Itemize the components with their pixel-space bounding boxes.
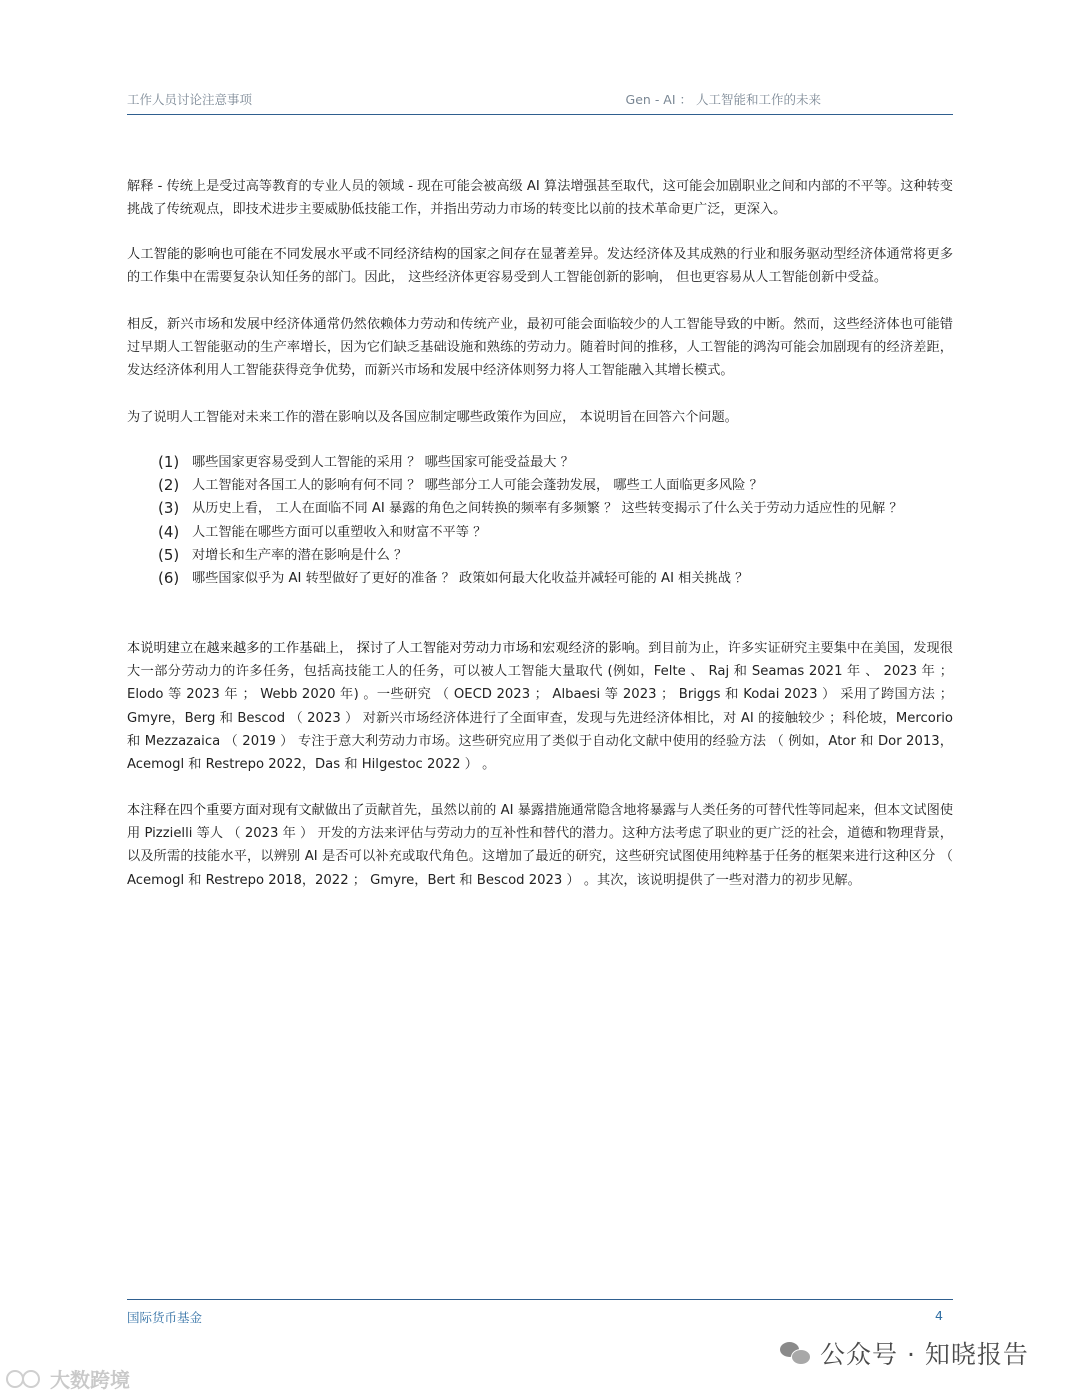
question-number: (5) — [158, 545, 180, 564]
question-text: 哪些国家更容易受到人工智能的采用 ？ 哪些国家可能受益最大 ？ — [192, 455, 574, 470]
corner-watermark — [6, 1364, 130, 1392]
watermark-logo-icon — [6, 1367, 46, 1389]
question-number: (1) — [158, 453, 180, 471]
paragraph-5-rest: 到目前为止，许多实证研究主要集中在美国，发现很大一部分劳动力的许多任务，包括高技能工人的任务，可以被人工智能大量取代 (例如，Felte 、 Raj 和 Seamas 2021 年 、 2023 年 ； Elodo 等 2023 年 ； Webb 2020 年) 。一些研究 （ OECD 2023 ； Albaesi 等 2023 ； Briggs 和 Kodai 2023 ） 采用了跨国方法 ； Gmyre，Berg 和 Bescod （ 2023 ） 对新兴市场经济体进行了全面审查，发现与先进经济体相比，对 AI 的接触较少 ；科伦坡，Mercorio 和 Mezzazaica （ 2019 ） 专注于意大利劳动力市场。这些研究应用了类似于自动化文献中使用的经验方法 （ 例如，Ator 和 Dor 2013，Acemogl 和 Restrepo 2022，Das 和 Hilgestoc 2022 ） 。 — [127, 641, 953, 773]
question-text: 对增长和生产率的潜在影响是什么 ？ — [192, 547, 408, 563]
question-text: 人工智能对各国工人的影响有何不同 ？ 哪些部分工人可能会蓬勃发展， 哪些工人面临更多风险 ？ — [192, 478, 763, 494]
page-number: 4 — [935, 1308, 943, 1323]
header-right-title: Gen - AI ： 人工智能和工作的未来 — [625, 92, 821, 107]
corner-watermark-text: 大数跨境 — [50, 1367, 130, 1392]
list-item — [158, 521, 928, 544]
paragraph-6 — [127, 799, 953, 892]
question-text: 哪些国家似乎为 AI 转型做好了更好的准备 ？ 政策如何最大化收益并减轻可能的 AI 相关挑战 ？ — [192, 571, 749, 587]
question-text: 人工智能在哪些方面可以重塑收入和财富不平等 ？ — [192, 524, 487, 540]
paragraph-4: 为了说明人工智能对未来工作的潜在影响以及各国应制定哪些政策作为回应， 本说明旨在回答六个问题。 — [127, 410, 738, 425]
footer-org-name: 国际货币基金 — [127, 1310, 203, 1325]
paragraph-6-lead: 本注释在四个重要方面对现有文献做出了贡献 — [127, 803, 391, 818]
footer-divider — [127, 1299, 953, 1300]
list-item — [158, 567, 928, 590]
list-item — [158, 544, 928, 567]
question-number: (6) — [158, 569, 180, 588]
page-header — [127, 90, 953, 115]
header-left-title: 工作人员讨论注意事项 — [127, 92, 253, 107]
paragraph-5 — [127, 637, 953, 776]
list-item — [158, 451, 928, 474]
paragraph-5-lead: 本说明建立在越来越多的工作基础上， 探讨了人工智能对劳动力市场和宏观经济的影响。 — [127, 641, 649, 656]
paragraph-3: 相反，新兴市场和发展中经济体通常仍然依赖体力劳动和传统产业，最初可能会面临较少的人工智能导致的中断。然而，这些经济体也可能错过早期人工智能驱动的生产率增长，因为它们缺乏基础设施和熟练的劳动力。随着时间的推移，人工智能的鸿沟可能会加剧现有的经济差距，发达经济体利用人工智能获得竞争优势，而新兴市场和发展中经济体则努力将人工智能融入其增长模式。 — [127, 317, 953, 379]
question-number: (4) — [158, 522, 180, 541]
paragraph-2 — [127, 243, 953, 289]
list-item — [158, 497, 928, 520]
paragraph-2-lead: 人工智能的影响也可能在不同发展水平或不同经济结构的国家之间存在显著差异。 — [127, 247, 607, 262]
question-text: 从历史上看， 工人在面临不同 AI 暴露的角色之间转换的频率有多频繁 ？ 这些转变揭示了什么关于劳动力适应性的见解 ？ — [192, 501, 903, 517]
wechat-icon — [780, 1340, 810, 1366]
wechat-watermark — [780, 1336, 1029, 1370]
question-number: (2) — [158, 476, 180, 495]
paragraph-1: 解释 - 传统上是受过高等教育的专业人员的领域 - 现在可能会被高级 AI 算法增强甚至取代，这可能会加剧职业之间和内部的不平等。这种转变挑战了传统观点，即技术进步主要威胁低技能工作，并指出劳动力市场的转变比以前的技术革命更广泛，更深入。 — [127, 179, 953, 218]
paragraph-6-rest: 首先，虽然以前的 AI 暴露措施通常隐含地将暴露与人类任务的可替代性等同起来，但本文试图使用 Pizzielli 等人 （ 2023 年 ） 开发的方法来评估与劳动力的互补性和替代的潜力。这种方法考虑了职业的更广泛的社会，道德和物理背景，以及所需的技能水平，以辨别 AI 是否可以补充或取代角色。这增加了最近的研究，这些研究试图使用纯粹基于任务的框架来进行这种区分 （ Acemogl 和 Restrepo 2018，2022 ； Gmyre，Bert 和 Bescod 2023 ） 。其次，该说明提供了一些对潜力的初步见解。 — [127, 803, 954, 888]
wechat-watermark-text: 公众号 · 知晓报告 — [820, 1340, 1029, 1369]
paragraph-2-rest: 发达经济体及其成熟的行业和服务驱动型经济体通常将更多的工作集中在需要复杂认知任务的部门。因此， 这些经济体更容易受到人工智能创新的影响， 但也更容易从人工智能创新中受益。 — [127, 247, 954, 286]
question-list — [158, 451, 928, 590]
question-number: (3) — [158, 499, 180, 518]
list-item — [158, 474, 928, 497]
